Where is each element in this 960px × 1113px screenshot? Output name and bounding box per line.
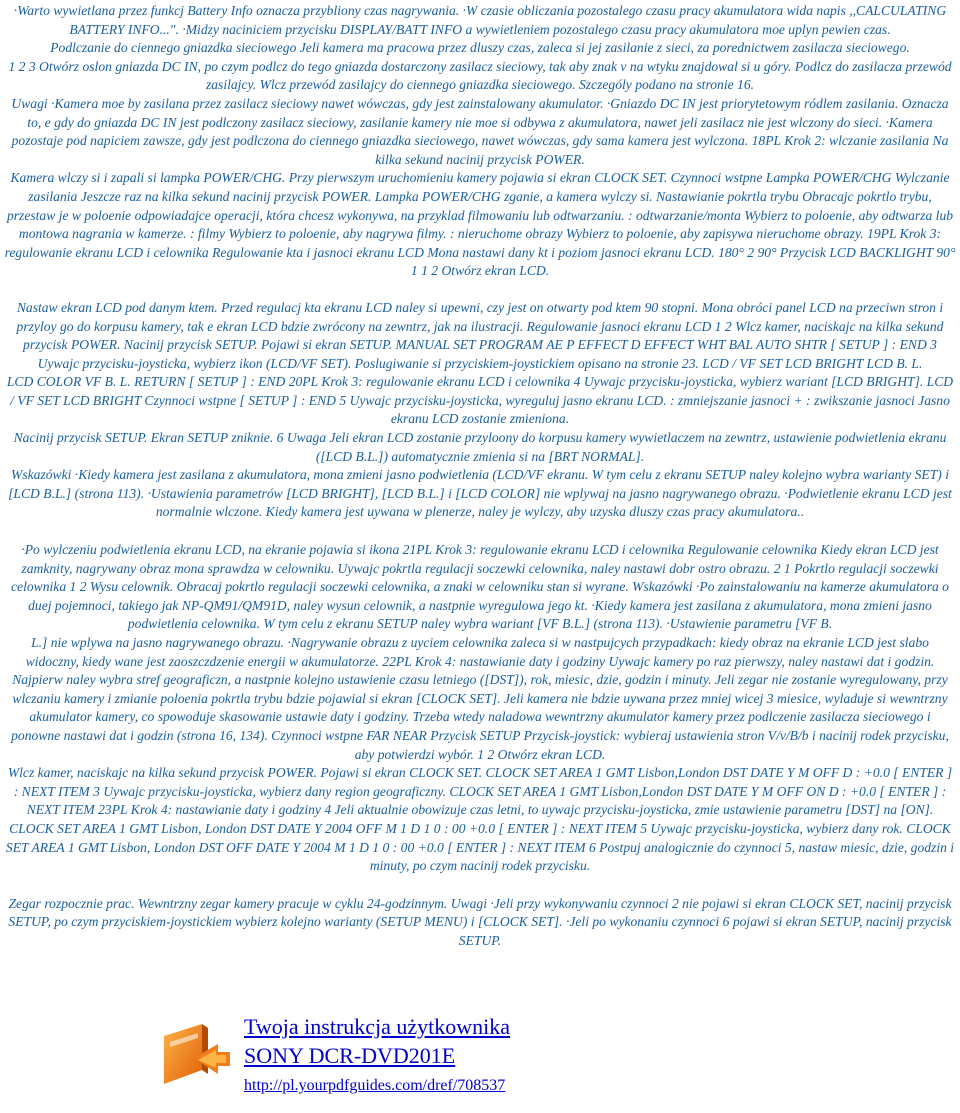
paragraph: L.] nie wplywa na jasno nagrywanego obrazu. ·Nagrywanie obrazu z uyciem celownika zaleca si w nastpujcych przypadkach: kiedy obraz na ekranie LCD jest slabo widoczny, kiedy wane jest zaoszczdzenie energii w akumulatorze. 22PL Krok 4: nastawianie daty i godziny Uywajc kamery po raz pierwszy, naley nastawi dat i godzin. Najpierw naley wybra stref geograficzn, a nastpnie kolejno ustawienie czasu letniego ([DST]), rok, miesic, dzie, godzin i minuty. Jeli zegar nie zostanie wyregulowany, przy wlczaniu kamery i zmianie poloenia pokrtla trybu bdzie pojawial si ekran [CLOCK SET]. Jeli kamera nie bdzie uywana przez mniej wicej 3 miesice, wyladuje si wewntrzny akumulator kamery, co spowoduje skasowanie ustawie daty i godziny. Trzeba wtedy naladowa wewntrzny akumulator kamery przez podlczenie zasilacza sieciowego i ponowne nastawi dat i godzin (strona 16, 134). Czynnoci wstpne FAR NEAR Przycisk SETUP Przycisk-joystick: wybieraj ustawienia stron V/v/B/b i nacinij rodek przycisku, aby potwierdzi wybór. 1 2 Otwórz ekran LCD. (11, 635, 949, 762)
paragraph: Nastaw ekran LCD pod danym ktem. Przed regulacj kta ekranu LCD naley si upewni, czy jest on otwarty pod ktem 90 stopni. Mona obróci panel LCD na przeciwn stron i przyloy go do korpusu kamery, tak e ekran LCD bdzie zwrócony na zewntrz, jak na ilustracji. Regulowanie jasnoci ekranu LCD 1 2 Wlcz kamer, naciskajc na kilka sekund przycisk POWER. Nacinij przycisk SETUP. Pojawi si ekran SETUP. MANUAL SET PROGRAM AE P EFFECT D EFFECT WHT BAL AUTO SHTR [ SETUP ] : END 3 Uywajc przycisku-joysticka, wybierz ikon (LCD/VF SET). Poslugiwanie si przyciskiem-joystickiem opisano na stronie 23. LCD / VF SET LCD BRIGHT LCD B. L. (16, 299, 944, 371)
source-url-link[interactable]: http://pl.yourpdfguides.com/dref/708537 (244, 1077, 506, 1094)
paragraph: Zegar rozpocznie prac. Wewntrzny zegar kamery pracuje w cyklu 24-godzinnym. Uwagi ·Jeli przy wykonywaniu czynnoci 2 nie pojawi si ekran CLOCK SET, nacinij przycisk SETUP, po czym przyciskiem-joystickiem wybierz kolejno warianty (SETUP MENU) i [CLOCK SET]. ·Jeli po wykonaniu czynnoci 6 pojawi si ekran SETUP, nacinij przycisk SETUP. (8, 895, 952, 948)
footer-link-block (156, 1012, 956, 1112)
paragraph: Wlcz kamer, naciskajc na kilka sekund przycisk POWER. Pojawi si ekran CLOCK SET. CLOCK SET AREA 1 GMT Lisbon,London DST DATE Y M OFF D : +0.0 [ ENTER ] : NEXT ITEM 3 Uywajc przycisku-joysticka, wybierz dany region geograficzny. CLOCK SET AREA 1 GMT Lisbon,London DST DATE Y M OFF ON D : +0.0 [ ENTER ] : NEXT ITEM 23PL Krok 4: nastawianie daty i godziny 4 Jeli aktualnie obowizuje czas letni, to uywajc przycisku-joysticka, zmie ustawienie parametru [DST] na [ON]. CLOCK SET AREA 1 GMT Lisbon, London DST DATE Y 2004 OFF M 1 D 1 0 : 00 +0.0 [ ENTER ] : NEXT ITEM 5 Uywajc przycisku-joysticka, wybierz dany rok. CLOCK SET AREA 1 GMT Lisbon, London DST OFF DATE Y 2004 M 1 D 1 0 : 00 +0.0 [ ENTER ] : NEXT ITEM 6 Postpuj analogicznie do czynnoci 5, nastaw miesic, dzie, godzin i minuty, po czym nacinij rodek przycisku. (5, 765, 955, 874)
spacer (4, 281, 956, 299)
spacer (4, 876, 956, 895)
book-arrow-logo-icon (156, 1014, 236, 1094)
paragraph: ·Warto wywietlana przez funkcj Battery Info oznacza przybliony czas nagrywania. ·W czasie obliczania pozostalego czasu pracy akumulatora wida napis ,,CALCULATING BATTERY INFO...". ·Midzy naciniciem przycisku DISPLAY/BATT INFO a wywietleniem pozostalego czasu pracy akumulatora moe uplyn pewien czas. (13, 3, 947, 37)
manual-text-body (4, 2, 956, 951)
paragraph: ·Po wylczeniu podwietlenia ekranu LCD, na ekranie pojawia si ikona 21PL Krok 3: regulowanie ekranu LCD i celownika Regulowanie celownika Kiedy ekran LCD jest zamknity, nagrywany obraz mona sprawdza w celowniku. Uywajc pokrtla regulacji soczewki celownika, naley nastawi dobr ostro obrazu. 2 1 Pokrtlo regulacji soczewki celownika 1 2 Wysu celownik. Obracaj pokrtlo regulacji soczewki celownika, a znaki w celowniku stan si wyrane. Wskazówki ·Po zainstalowaniu na kamerze akumulatora o duej pojemnoci, takiego jak NP-QM91/QM91D, naley wysun celownik, a nastpnie wyregulowa jego kt. ·Kiedy kamera jest zasilana z akumulatora, mona zmieni jasno podwietlenia celownika. W tym celu z ekranu SETUP naley wybra wariant [VF B.L.] (strona 113). ·Ustawienie parametru [VF B. (11, 542, 949, 632)
paragraph: Podlczanie do ciennego gniazdka sieciowego Jeli kamera ma pracowa przez dluszy czas, zaleca si jej zasilanie z sieci, za porednictwem zasilacza sieciowego. (50, 40, 910, 56)
paragraph: Nacinij przycisk SETUP. Ekran SETUP zniknie. 6 Uwaga Jeli ekran LCD zostanie przyloony do korpusu kamery wywietlaczem na zewntrz, ustawienie podwietlenia ekranu ([LCD B.L.]) automatycznie zmienia si na [BRT NORMAL]. (13, 430, 947, 464)
manual-title-link[interactable]: Twoja instrukcja użytkownika (244, 1014, 511, 1039)
paragraph: 1 2 3 Otwórz oslon gniazda DC IN, po czym podlcz do tego gniazda dostarczony zasilacz sieciowy, tak aby znak v na wtyku znajdowal si u góry. Podlcz do zasilacza przewód zasilajcy. Wlcz przewód zasilajcy do ciennego gniazdka sieciowego. Szczególy podano na stronie 16. (8, 58, 952, 93)
product-model-link[interactable]: SONY DCR-DVD201E (244, 1043, 456, 1068)
paragraph: Uwagi ·Kamera moe by zasilana przez zasilacz sieciowy nawet wówczas, gdy jest zainstalowany akumulator. ·Gniazdo DC IN jest priorytetowym ródlem zasilania. Oznacza to, e gdy do gniazda DC IN jest podlczony zasilacz sieciowy, zasilanie kamery nie moe si odbywa z akumulatora, nawet jeli zasilacz nie jest wlczony do sieci. ·Kamera pozostaje pod napiciem zawsze, gdy jest podlczona do ciennego gniazdka sieciowego, nawet wówczas, gdy sama kamera jest wylczona. 18PL Krok 2: wlczanie zasilania Na kilka sekund nacinij przycisk POWER. (11, 95, 949, 167)
footer-links (244, 1012, 510, 1097)
paragraph: LCD COLOR VF B. L. RETURN [ SETUP ] : END 20PL Krok 3: regulowanie ekranu LCD i celownika 4 Uywajc przycisku-joysticka, wybierz wariant [LCD BRIGHT]. LCD / VF SET LCD BRIGHT Czynnoci wstpne [ SETUP ] : END 5 Uywajc przycisku-joysticka, wyreguluj jasno ekranu LCD. : zmniejszanie jasnoci + : zwikszanie jasnoci Jasno ekranu LCD zostanie zmieniona. (6, 374, 954, 427)
paragraph: Wskazówki ·Kiedy kamera jest zasilana z akumulatora, mona zmieni jasno podwietlenia (LCD/VF ekranu. W tym celu z ekranu SETUP naley kolejno wybra warianty SET) i [LCD B.L.] (strona 113). ·Ustawienia parametrów [LCD BRIGHT], [LCD B.L.] i [LCD COLOR] nie wplywaj na jasno nagrywanego obrazu. ·Podwietlenie ekranu LCD jest normalnie wlczone. Kiedy kamera jest uywana w plenerze, naley je wylczy, aby uzyska dluszy czas pracy akumulatora.. (8, 467, 952, 520)
spacer (4, 522, 956, 541)
paragraph: Kamera wlczy si i zapali si lampka POWER/CHG. Przy pierwszym uruchomieniu kamery pojawia si ekran CLOCK SET. Czynnoci wstpne Lampka POWER/CHG Wylczanie zasilania Jeszcze raz na kilka sekund nacinij przycisk POWER. Lampka POWER/CHG zganie, a kamera wylczy si. Nastawianie pokrtla trybu Obracajc pokrtlo trybu, przestaw je w poloenie odpowiadajce operacji, która chcesz wykonywa, na przyklad filmowaniu lub odtwarzaniu. : odtwarzanie/monta Wybierz to poloenie, aby odtwarza lub montowa nagrania w kamerze. : filmy Wybierz to poloenie, aby nagrywa filmy. : nieruchome obrazy Wybierz to poloenie, aby zapisywa nieruchome obrazy. 19PL Krok 3: regulowanie ekranu LCD i celownika Regulowanie kta i jasnoci ekranu LCD Mona nastawi dany kt i poziom jasnoci ekranu LCD. 180° 2 90° Przycisk LCD BACKLIGHT 90° 1 1 2 Otwórz ekran LCD. (4, 170, 956, 279)
